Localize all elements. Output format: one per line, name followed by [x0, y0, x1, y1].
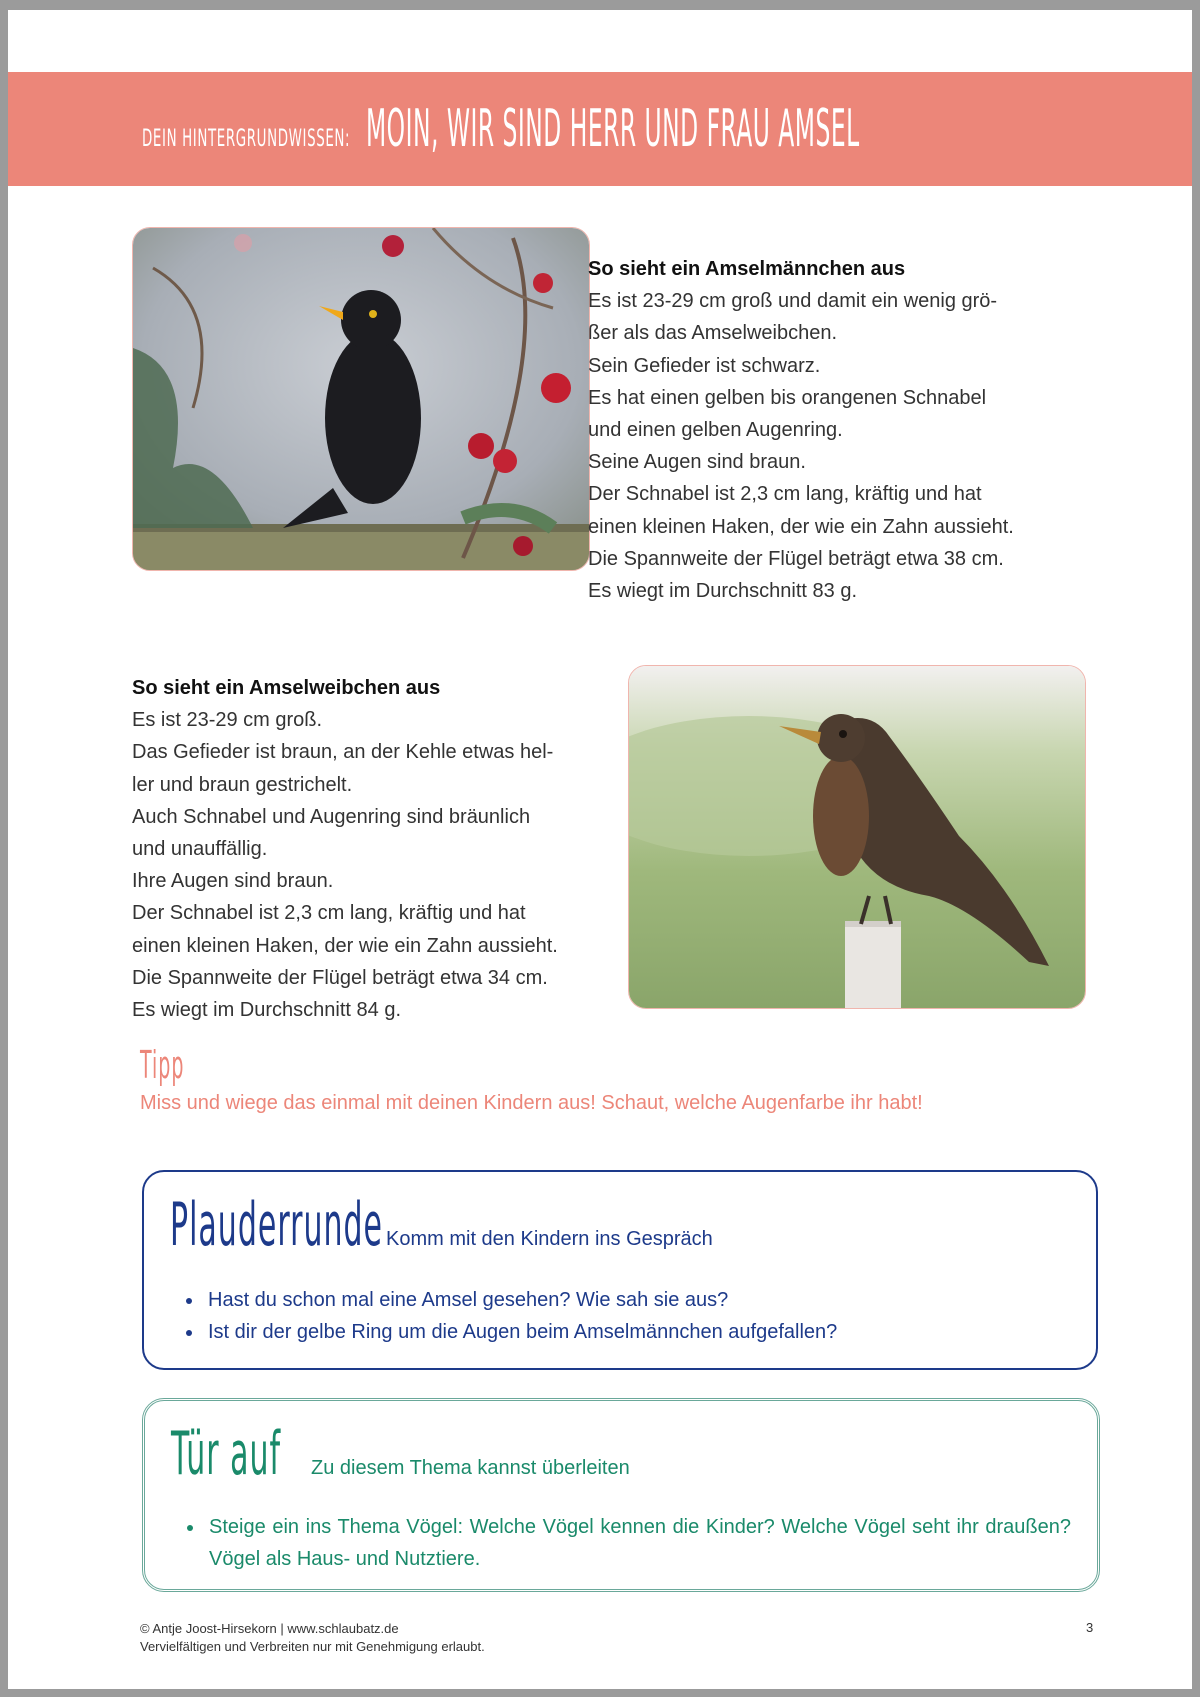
plauderrunde-header	[170, 1190, 713, 1260]
plauderrunde-title: Plauderrunde	[170, 1190, 383, 1260]
male-line: Die Spannweite der Flügel beträgt etwa 38 cm.	[588, 547, 1004, 570]
footer	[140, 1620, 485, 1656]
male-description	[588, 253, 1053, 607]
page-number: 3	[1086, 1620, 1094, 1635]
list-item: • Ist dir der gelbe Ring um die Augen beim Amselmännchen aufgefallen?	[204, 1316, 1070, 1348]
female-heading: So sieht ein Amselweibchen aus	[132, 677, 441, 699]
male-line: Der Schnabel ist 2,3 cm lang, kräftig und hat	[588, 483, 982, 506]
worksheet-page	[8, 10, 1192, 1689]
male-heading: So sieht ein Amselmännchen aus	[588, 258, 906, 280]
male-line: Sein Gefieder ist schwarz.	[588, 354, 821, 377]
header-title: MOIN, WIR SIND HERR UND FRAU AMSEL	[366, 99, 860, 159]
list-item: • Hast du schon mal eine Amsel gesehen? Wie sah sie aus?	[204, 1284, 1070, 1316]
male-line: Es ist 23-29 cm groß und damit ein wenig grö-	[588, 290, 998, 313]
male-line: ßer als das Amselweibchen.	[588, 322, 838, 345]
plauderrunde-subtitle: Komm mit den Kindern ins Gespräch	[386, 1228, 713, 1250]
female-line: ler und braun gestrichelt.	[132, 773, 353, 796]
tuer-auf-list	[171, 1511, 1071, 1575]
female-line: Es ist 23-29 cm groß.	[132, 709, 323, 732]
tuer-auf-header	[171, 1419, 630, 1489]
female-line: Die Spannweite der Flügel beträgt etwa 34 cm.	[132, 966, 548, 989]
female-line: Auch Schnabel und Augenring sind bräunlich	[132, 805, 531, 828]
male-line: Seine Augen sind braun.	[588, 451, 806, 474]
female-line: Ihre Augen sind braun.	[132, 870, 334, 893]
male-line: einen kleinen Haken, der wie ein Zahn aussieht.	[588, 515, 1014, 538]
tuer-auf-title: Tür auf	[171, 1419, 282, 1489]
plauderrunde-list	[170, 1284, 1070, 1348]
list-item: • Steige ein ins Thema Vögel: Welche Vögel kennen die Kinder? Welche Vögel seht ihr draußen? Vögel als Haus- und Nutztiere.	[205, 1511, 1071, 1575]
tipp-heading: Tipp	[140, 1043, 185, 1087]
female-blackbird-photo	[628, 665, 1086, 1009]
female-line: Das Gefieder ist braun, an der Kehle etwas hel-	[132, 741, 554, 764]
female-line: Der Schnabel ist 2,3 cm lang, kräftig und hat	[132, 902, 526, 925]
tuer-auf-box	[142, 1398, 1100, 1592]
female-description	[132, 672, 606, 1026]
footer-notice: Vervielfältigen und Verbreiten nur mit Genehmigung erlaubt.	[140, 1639, 485, 1654]
male-line: und einen gelben Augenring.	[588, 419, 843, 442]
male-blackbird-photo	[132, 227, 590, 571]
header-title-group	[142, 99, 1200, 159]
header-pretitle: DEIN HINTERGRUNDWISSEN:	[142, 124, 351, 152]
tipp-text: Miss und wiege das einmal mit deinen Kindern aus! Schaut, welche Augenfarbe ihr habt!	[140, 1092, 923, 1114]
female-line: und unauffällig.	[132, 838, 268, 861]
header-banner	[8, 72, 1192, 186]
female-line: Es wiegt im Durchschnitt 84 g.	[132, 999, 401, 1022]
female-line: einen kleinen Haken, der wie ein Zahn aussieht.	[132, 934, 558, 957]
male-line: Es wiegt im Durchschnitt 83 g.	[588, 580, 857, 603]
plauderrunde-box	[142, 1170, 1098, 1370]
footer-copyright: © Antje Joost-Hirsekorn | www.schlaubatz.de	[140, 1621, 399, 1636]
tuer-auf-subtitle: Zu diesem Thema kannst überleiten	[311, 1457, 630, 1479]
male-line: Es hat einen gelben bis orangenen Schnabel	[588, 386, 987, 409]
